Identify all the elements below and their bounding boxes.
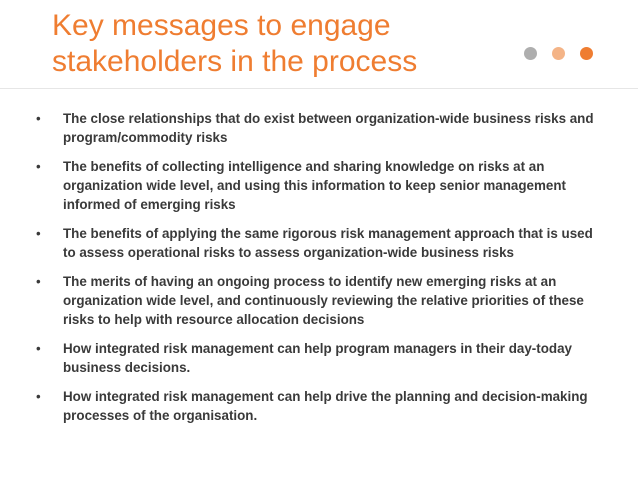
bullet-icon: • — [36, 159, 41, 174]
title-divider — [0, 88, 638, 89]
bullet-text: The close relationships that do exist between organization-wide business risks and program/commodity risks — [63, 111, 594, 145]
bullet-icon: • — [36, 389, 41, 404]
slide-title-line-1: Key messages to engage — [52, 9, 391, 42]
bullet-text: The benefits of collecting intelligence and sharing knowledge on risks at an organization wide level, and using this information to keep senior management informed of emerging risks — [63, 159, 566, 212]
slide-title — [52, 8, 417, 80]
bullet-text: The benefits of applying the same rigorous risk management approach that is used to assess operational risks to assess organization-wide business risks — [63, 226, 593, 260]
orange-dot-icon — [580, 47, 593, 60]
bullet-icon: • — [36, 341, 41, 356]
list-item — [0, 109, 638, 147]
bullet-icon: • — [36, 111, 41, 126]
bullet-text: The merits of having an ongoing process to identify new emerging risks at an organization wide level, and continuously reviewing the relative priorities of these risks to help with resource allocation decisions — [63, 274, 584, 327]
light-orange-dot-icon — [552, 47, 565, 60]
list-item — [0, 387, 638, 425]
slide-title-line-2: stakeholders in the process — [52, 45, 418, 78]
bullet-text: How integrated risk management can help drive the planning and decision-making processes of the organisation. — [63, 389, 588, 423]
list-item — [0, 339, 638, 377]
gray-dot-icon — [524, 47, 537, 60]
bullet-icon: • — [36, 226, 41, 241]
key-messages-list — [0, 109, 638, 435]
bullet-icon: • — [36, 274, 41, 289]
list-item — [0, 224, 638, 262]
list-item — [0, 272, 638, 329]
list-item — [0, 157, 638, 214]
bullet-text: How integrated risk management can help program managers in their day-today business decisions. — [63, 341, 572, 375]
